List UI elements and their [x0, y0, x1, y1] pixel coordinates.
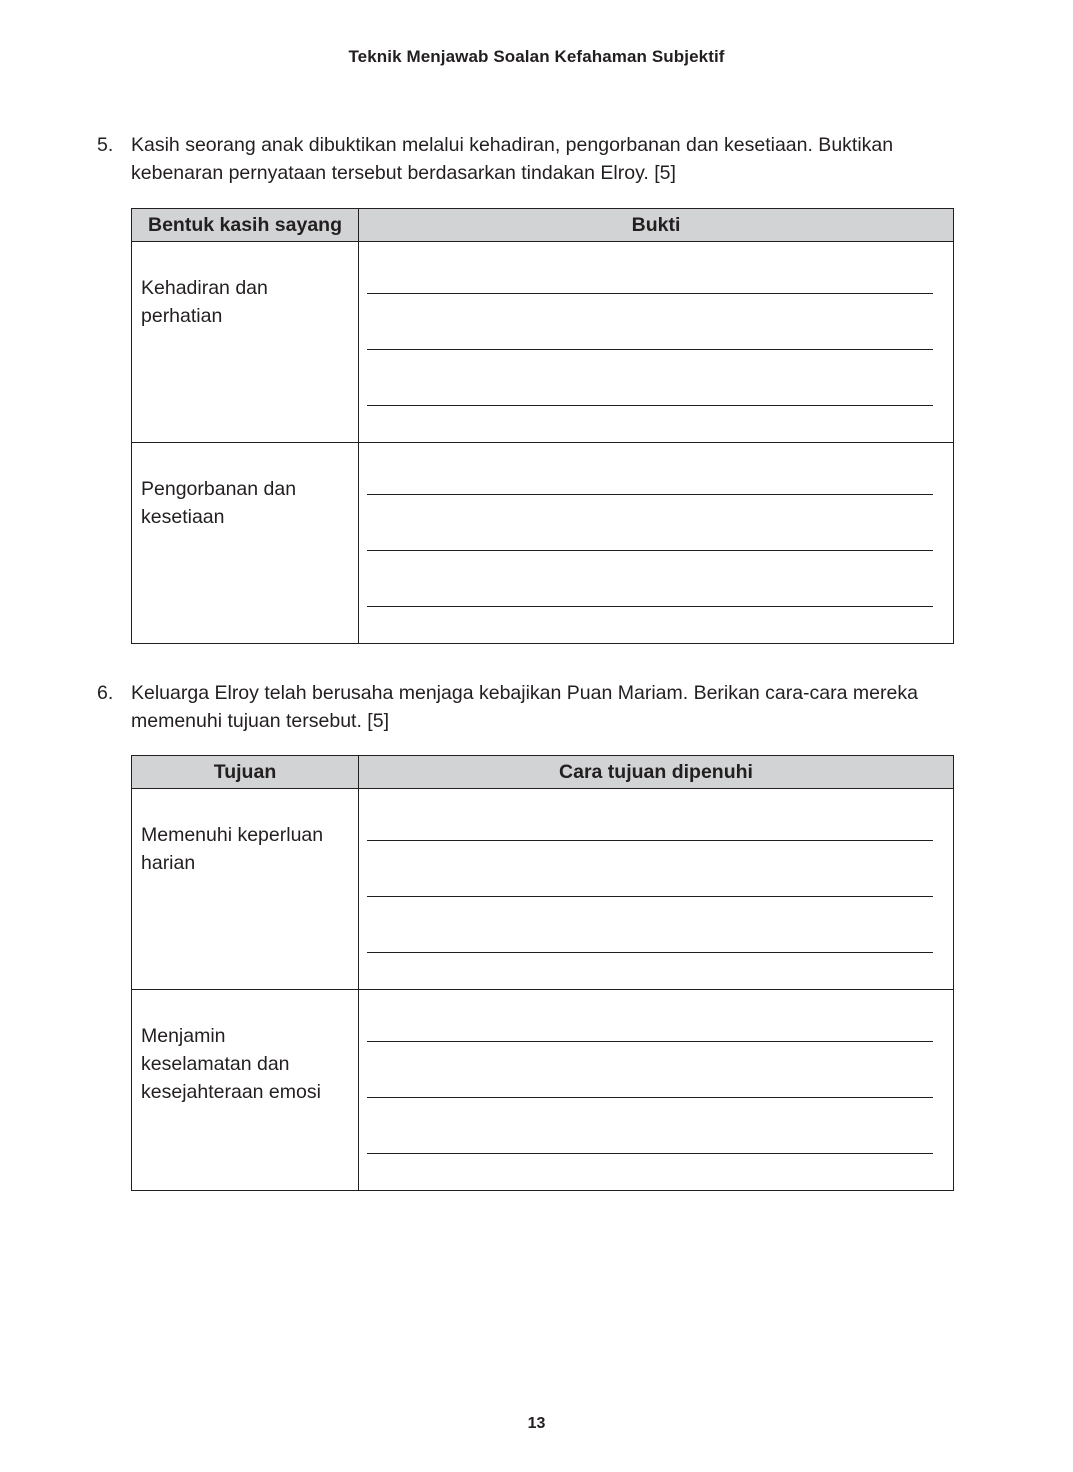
column-header-purpose: Tujuan — [132, 756, 359, 789]
writing-line[interactable] — [367, 606, 933, 607]
question-6 — [97, 679, 967, 735]
row-label-cell — [132, 990, 359, 1191]
table-header-row — [132, 209, 954, 242]
writing-line[interactable] — [367, 896, 933, 897]
row-label: Kehadiran dan perhatian — [141, 277, 268, 327]
row-label: Pengorbanan dan kesetiaan — [141, 478, 297, 528]
column-header-method: Cara tujuan dipenuhi — [359, 756, 954, 789]
writing-line[interactable] — [367, 1153, 933, 1154]
question-5 — [97, 131, 967, 187]
row-label: Menjamin keselamatan dan kesejahteraan emosi — [141, 1025, 321, 1103]
answer-table-6 — [131, 755, 954, 1191]
answer-table-5 — [131, 208, 954, 644]
row-label-cell — [132, 443, 359, 644]
answer-area[interactable] — [359, 242, 954, 443]
table-row — [132, 990, 954, 1191]
column-header-form: Bentuk kasih sayang — [132, 209, 359, 242]
writing-line[interactable] — [367, 1097, 933, 1098]
writing-line[interactable] — [367, 349, 933, 350]
running-header: Teknik Menjawab Soalan Kefahaman Subjektif — [348, 47, 725, 66]
question-text: Keluarga Elroy telah berusaha menjaga kebajikan Puan Mariam. Berikan cara-cara mereka memenuhi tujuan tersebut. [5] — [131, 682, 918, 732]
page-number: 13 — [527, 1415, 546, 1432]
column-header-evidence: Bukti — [359, 209, 954, 242]
writing-line[interactable] — [367, 494, 933, 495]
question-text: Kasih seorang anak dibuktikan melalui kehadiran, pengorbanan dan kesetiaan. Buktikan kebenaran pernyataan tersebut berdasarkan tindakan Elroy. [5] — [131, 134, 894, 184]
writing-line[interactable] — [367, 293, 933, 294]
answer-area[interactable] — [359, 443, 954, 644]
answer-area[interactable] — [359, 789, 954, 990]
table-header-row — [132, 756, 954, 789]
answer-area[interactable] — [359, 990, 954, 1191]
table-row — [132, 789, 954, 990]
question-number: 6. — [97, 682, 114, 704]
table-row — [132, 443, 954, 644]
writing-line[interactable] — [367, 405, 933, 406]
writing-line[interactable] — [367, 952, 933, 953]
writing-line[interactable] — [367, 550, 933, 551]
row-label: Memenuhi keperluan harian — [141, 824, 324, 874]
question-number: 5. — [97, 134, 114, 156]
row-label-cell — [132, 242, 359, 443]
table-row — [132, 242, 954, 443]
writing-line[interactable] — [367, 1041, 933, 1042]
row-label-cell — [132, 789, 359, 990]
writing-line[interactable] — [367, 840, 933, 841]
